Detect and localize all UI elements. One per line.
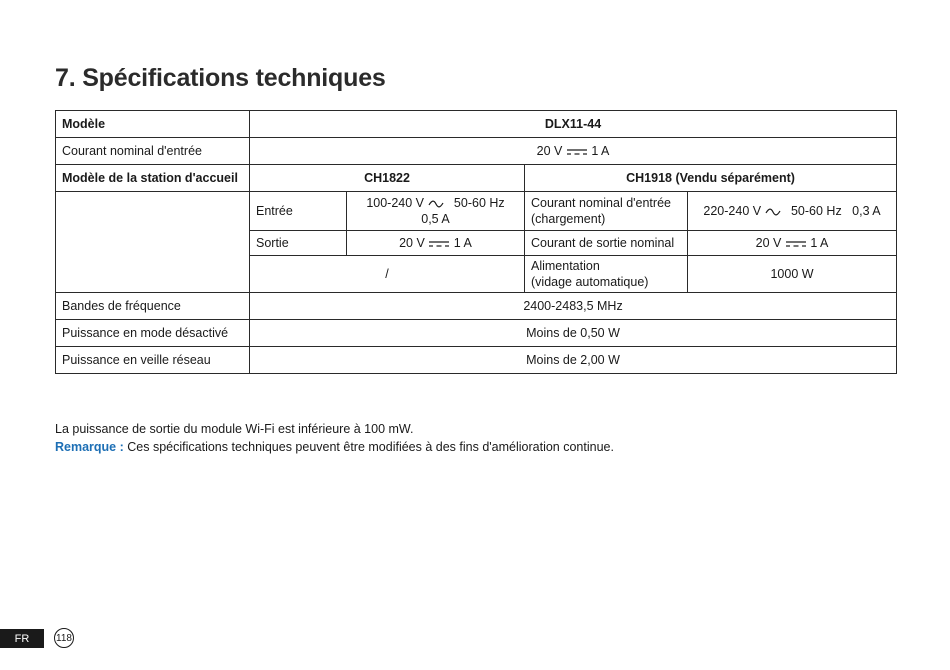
- b-output-value: [688, 231, 897, 256]
- standby-power-label: Puissance en veille réseau: [56, 347, 250, 374]
- b-output-label: Courant de sortie nominal: [525, 231, 688, 256]
- ac-symbol-icon: [765, 208, 781, 216]
- remark-note: [55, 438, 614, 456]
- b-input-freq: 50-60 Hz: [790, 204, 842, 218]
- station-empty-cell: [56, 192, 250, 293]
- freq-label: Bandes de fréquence: [56, 293, 250, 320]
- b-power-label-line2: (vidage automatique): [531, 275, 649, 289]
- b-input-label-line2: (chargement): [531, 212, 606, 226]
- table-row: [56, 192, 897, 231]
- notes: [55, 420, 614, 456]
- b-input-value: [688, 192, 897, 231]
- a-output-amp: 1 A: [453, 236, 472, 250]
- b-output-volt: 20 V: [755, 236, 782, 250]
- remark-text: Ces spécifications techniques peuvent être modifiées à des fins d'amélioration continue.: [127, 440, 614, 454]
- freq-value: 2400-2483,5 MHz: [250, 293, 897, 320]
- input-current-volt: 20 V: [536, 144, 563, 158]
- standby-power-value: Moins de 2,00 W: [250, 347, 897, 374]
- a-output-value: [347, 231, 525, 256]
- a-input-freq: 50-60 Hz: [453, 196, 505, 210]
- a-input-value: [347, 192, 525, 231]
- station-label: Modèle de la station d'accueil: [56, 165, 250, 192]
- table-row: [56, 111, 897, 138]
- table-row: [56, 165, 897, 192]
- input-current-label: Courant nominal d'entrée: [56, 138, 250, 165]
- b-input-amp: 0,3 A: [852, 204, 881, 218]
- dc-symbol-icon: [785, 240, 807, 248]
- a-input-amp: 0,5 A: [421, 212, 450, 226]
- b-power-label-line1: Alimentation: [531, 259, 600, 273]
- off-power-label: Puissance en mode désactivé: [56, 320, 250, 347]
- b-power-label: [525, 256, 688, 293]
- table-row: [56, 138, 897, 165]
- a-output-label: Sortie: [250, 231, 347, 256]
- spec-table: [55, 110, 897, 374]
- station-a: CH1822: [250, 165, 525, 192]
- input-current-amp: 1 A: [591, 144, 610, 158]
- b-power-value: 1000 W: [688, 256, 897, 293]
- dc-symbol-icon: [428, 240, 450, 248]
- remark-label: Remarque :: [55, 440, 124, 454]
- a-output-volt: 20 V: [399, 236, 425, 250]
- model-value: DLX11-44: [250, 111, 897, 138]
- table-row: [56, 293, 897, 320]
- b-output-amp: 1 A: [810, 236, 829, 250]
- model-label: Modèle: [56, 111, 250, 138]
- b-input-volt: 220-240 V: [703, 204, 762, 218]
- station-b: CH1918 (Vendu séparément): [525, 165, 897, 192]
- a-input-volt: 100-240 V: [366, 196, 425, 210]
- b-input-label-line1: Courant nominal d'entrée: [531, 196, 671, 210]
- page-number: 118: [54, 628, 74, 648]
- table-row: [56, 347, 897, 374]
- a-input-label: Entrée: [250, 192, 347, 231]
- input-current-value: [250, 138, 897, 165]
- language-tab: FR: [0, 629, 44, 648]
- table-row: [56, 320, 897, 347]
- off-power-value: Moins de 0,50 W: [250, 320, 897, 347]
- wifi-note: La puissance de sortie du module Wi-Fi est inférieure à 100 mW.: [55, 422, 414, 436]
- a-empty-value: /: [250, 256, 525, 293]
- dc-symbol-icon: [566, 148, 588, 156]
- b-input-label: [525, 192, 688, 231]
- ac-symbol-icon: [428, 200, 444, 208]
- page-title: 7. Spécifications techniques: [55, 64, 386, 92]
